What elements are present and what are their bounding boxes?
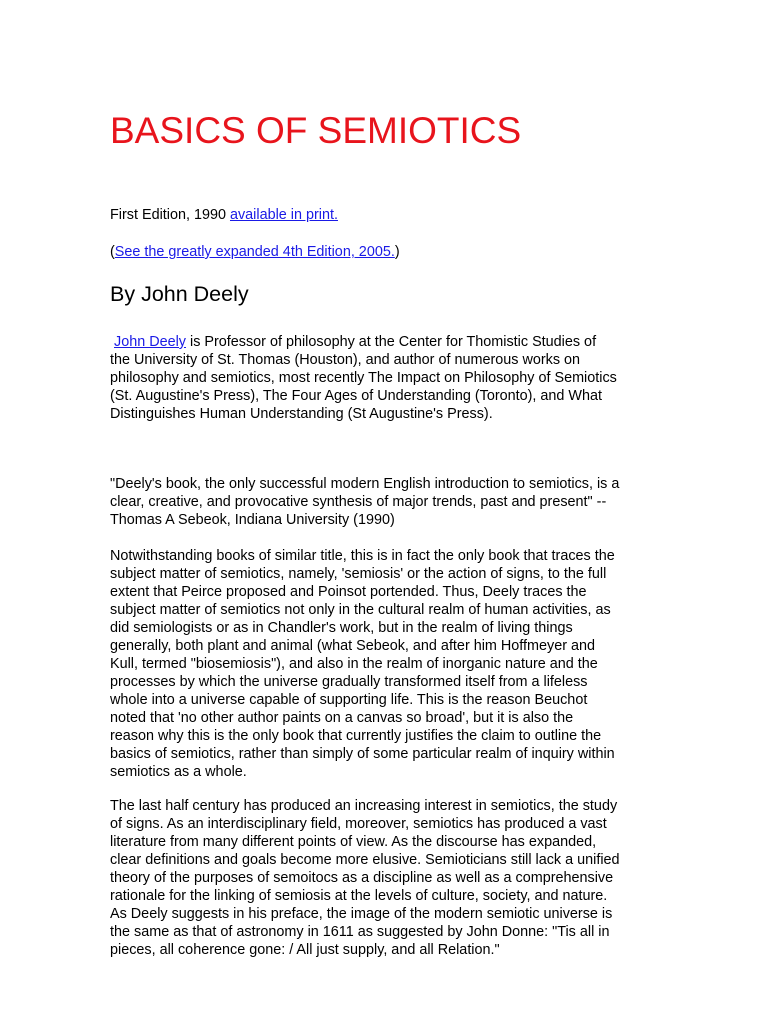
paragraph-line: subject matter of semiotics, namely, 'semiosis' or the action of signs, to the full (110, 566, 607, 582)
paragraph-line: whole into a universe capable of supporting life. This is the reason Beuchot (110, 692, 588, 708)
expanded-edition-line (110, 243, 400, 261)
page-title: BASICS OF SEMIOTICS (110, 110, 522, 151)
available-in-print-link[interactable]: available in print. (229, 207, 338, 223)
quote-line: "Deely's book, the only successful modern English introduction to semiotics, is a (110, 476, 620, 492)
paragraph-line: basics of semiotics, rather than simply of some particular realm of inquiry within (110, 746, 615, 762)
paragraph-line: literature from many different points of view. As the discourse has expanded, (110, 834, 597, 850)
paragraph-line: processes by which the universe gradually transformed itself from a lifeless (110, 674, 588, 690)
bio-line: (St. Augustine's Press), The Four Ages of Understanding (Toronto), and What (110, 388, 603, 404)
bio-line: is Professor of philosophy at the Center for Thomistic Studies of (186, 334, 597, 350)
quote-line: Thomas A Sebeok, Indiana University (1990) (110, 512, 395, 528)
quote-line: clear, creative, and provocative synthesis of major trends, past and present" -- (110, 494, 607, 510)
paragraph-line: noted that 'no other author paints on a canvas so broad', but it is also the (110, 710, 574, 726)
paragraph-line: semiotics as a whole. (110, 764, 247, 780)
close-paren: ) (394, 244, 400, 260)
paragraph-line: reason why this is the only book that currently justifies the claim to outline the (110, 728, 602, 744)
john-deely-link[interactable]: John Deely (114, 334, 186, 350)
paragraph-line: The last half century has produced an increasing interest in semiotics, the study (110, 798, 618, 814)
paragraph-line: rationale for the linking of semiosis at the levels of culture, society, and nature. (110, 888, 608, 904)
bio-line: the University of St. Thomas (Houston), and author of numerous works on (110, 352, 581, 368)
edition-line (110, 206, 338, 224)
body-paragraph-2 (110, 797, 670, 959)
paragraph-line: clear definitions and goals become more elusive. Semioticians still lack a unified (110, 852, 620, 868)
paragraph-line: As Deely suggests in his preface, the image of the modern semiotic universe is (110, 906, 613, 922)
expanded-edition-link[interactable]: See the greatly expanded 4th Edition, 2005. (114, 244, 395, 260)
paragraph-line: pieces, all coherence gone: / All just supply, and all Relation." (110, 942, 500, 958)
paragraph-line: did semiologists or as in Chandler's work, but in the realm of living things (110, 620, 573, 636)
paragraph-line: theory of the purposes of semoitocs as a discipline as well as a comprehensive (110, 870, 614, 886)
bio-line: philosophy and semiotics, most recently The Impact on Philosophy of Semiotics (110, 370, 617, 386)
paragraph-line: subject matter of semiotics not only in the cultural realm of human activities, as (110, 602, 611, 618)
bio-line: Distinguishes Human Understanding (St Augustine's Press). (110, 406, 493, 422)
paragraph-line: of signs. As an interdisciplinary field, moreover, semiotics has produced a vast (110, 816, 607, 832)
author-byline: By John Deely (110, 282, 249, 306)
edition-text: First Edition, 1990 (110, 207, 230, 223)
paragraph-line: Kull, termed "biosemiosis"), and also in the realm of inorganic nature and the (110, 656, 598, 672)
body-paragraph-1 (110, 547, 670, 781)
paragraph-line: Notwithstanding books of similar title, this is in fact the only book that traces the (110, 548, 615, 564)
author-bio-paragraph (110, 333, 670, 423)
open-paren: ( (110, 244, 115, 260)
paragraph-line: generally, both plant and animal (what Sebeok, and after him Hoffmeyer and (110, 638, 596, 654)
paragraph-line: the same as that of astronomy in 1611 as suggested by John Donne: "Tis all in (110, 924, 610, 940)
paragraph-line: extent that Peirce proposed and Poinsot portended. Thus, Deely traces the (110, 584, 587, 600)
sebeok-quote-paragraph (110, 475, 670, 529)
